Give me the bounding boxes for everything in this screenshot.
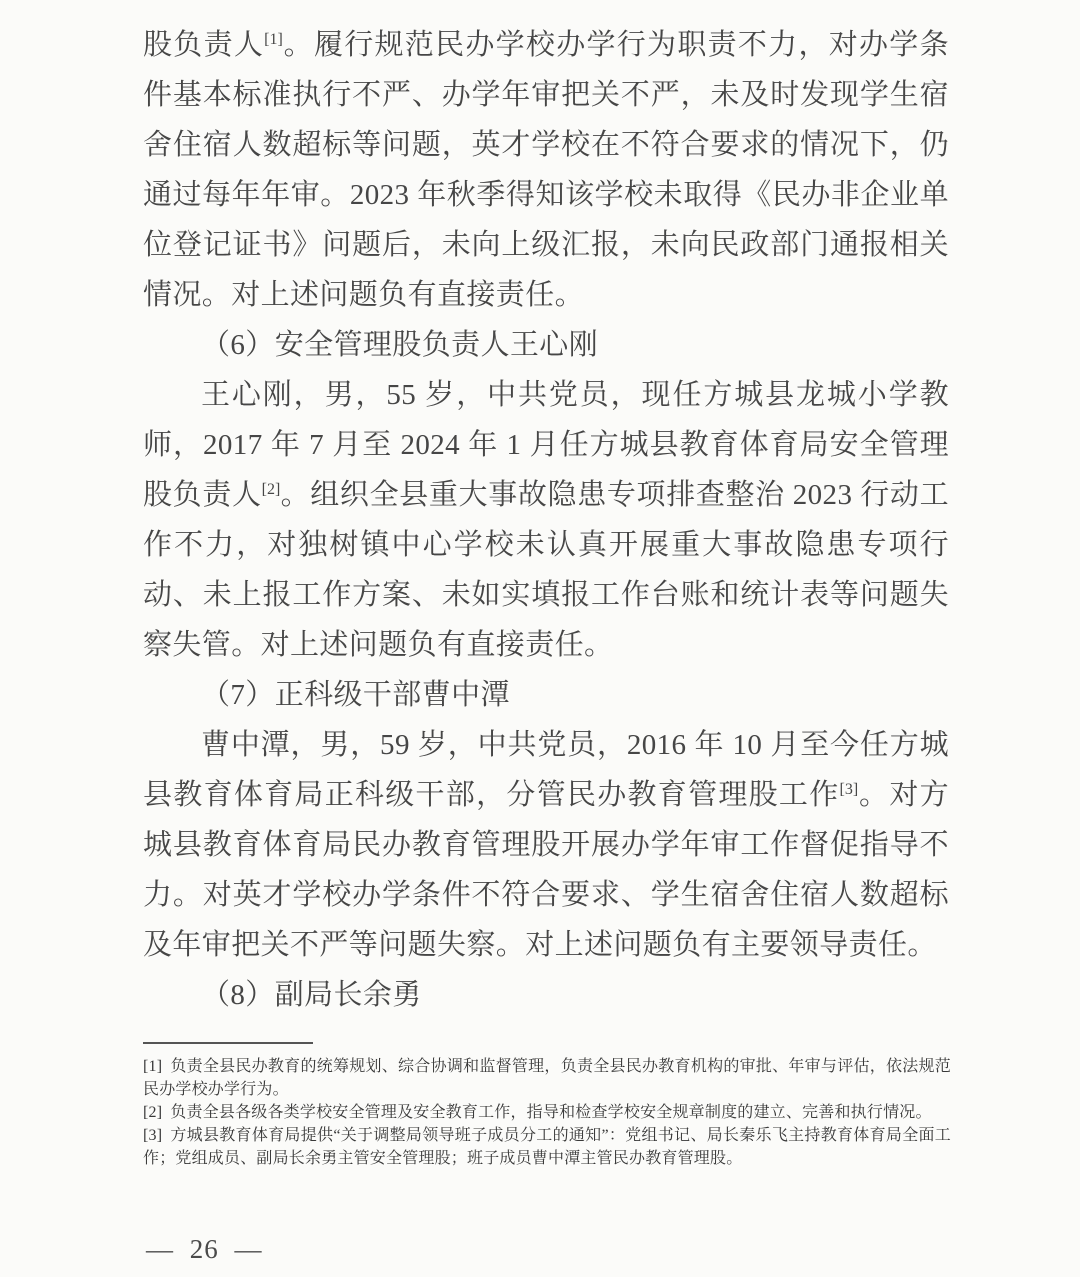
footnote-marker: [2]: [143, 1104, 163, 1121]
paragraph-text: 曹中潭，男，59 岁，中共党员，2016 年 10 月至今任方城县教育体育局正科级干部，分管民办教育管理股工作: [143, 729, 949, 811]
footnote-text: 负责全县民办教育的统筹规划、综合协调和监督管理，负责全县民办教育机构的审批、年审与评估，依法规范民办学校办学行为。: [143, 1058, 951, 1098]
paragraph-continuation: [143, 20, 949, 320]
paragraph-cao-zhongtan: [143, 720, 949, 970]
paragraph-text: 。对方城县教育体育局民办教育管理股开展办学年审工作督促指导不力。对英才学校办学条件不符合要求、学生宿舍住宿人数超标及年审把关不严等问题失察。对上述问题负有主要领导责任。: [143, 779, 950, 961]
paragraph-wang-xingang: [143, 370, 949, 670]
footnote-separator: [143, 1042, 313, 1044]
footnote-text: 负责全县各级各类学校安全管理及安全教育工作，指导和检查学校安全规章制度的建立、完善和执行情况。: [170, 1104, 932, 1121]
footnote-ref-3: [3]: [839, 781, 859, 799]
paragraph-text: 。履行规范民办学校办学行为职责不力，对办学条件基本标准执行不严、办学年审把关不严，未及时发现学生宿舍住宿人数超标等问题，英才学校在不符合要求的情况下，仍通过每年年审。2023 年秋季得知该学校未取得《民办非企业单位登记证书》问题后，未向上级汇报，未向民政部门通报相关情况。对上述问题负有直接责任。: [143, 29, 949, 311]
footnote-marker: [1]: [143, 1058, 163, 1075]
page-number-text: — 26 —: [146, 1234, 263, 1264]
heading-item-7: （7）正科级干部曹中潭: [201, 679, 510, 711]
footnote-3: [143, 1124, 951, 1170]
paragraph-text: 王心刚，男，55 岁，中共党员，现任方城县龙城小学教师，2017 年 7 月至 2024 年 1 月任方城县教育体育局安全管理股负责人: [143, 379, 949, 511]
footnote-ref-2: [2]: [261, 481, 281, 499]
paragraph-text: 股负责人: [143, 29, 265, 61]
footnote-1: [143, 1055, 951, 1101]
heading-item-6: （6）安全管理股负责人王心刚: [201, 329, 599, 361]
footnote-ref-1: [1]: [264, 31, 283, 49]
footnote-marker: [3]: [143, 1127, 163, 1144]
heading-item-8: （8）副局长余勇: [201, 979, 422, 1011]
paragraph-text: 。组织全县重大事故隐患专项排查整治 2023 行动工作不力，对独树镇中心学校未认真开展重大事故隐患专项行动、未上报工作方案、未如实填报工作台账和统计表等问题失察失管。对上述问题负有直接责任。: [143, 479, 949, 661]
document-body: [143, 20, 949, 1020]
page-number: [146, 1234, 263, 1264]
footnote-2: [143, 1101, 951, 1124]
footnote-text: 方城县教育体育局提供“关于调整局领导班子成员分工的通知”：党组书记、局长秦乐飞主持教育体育局全面工作；党组成员、副局长余勇主管安全管理股；班子成员曹中潭主管民办教育管理股。: [143, 1127, 951, 1167]
footnotes-section: [143, 1042, 951, 1170]
